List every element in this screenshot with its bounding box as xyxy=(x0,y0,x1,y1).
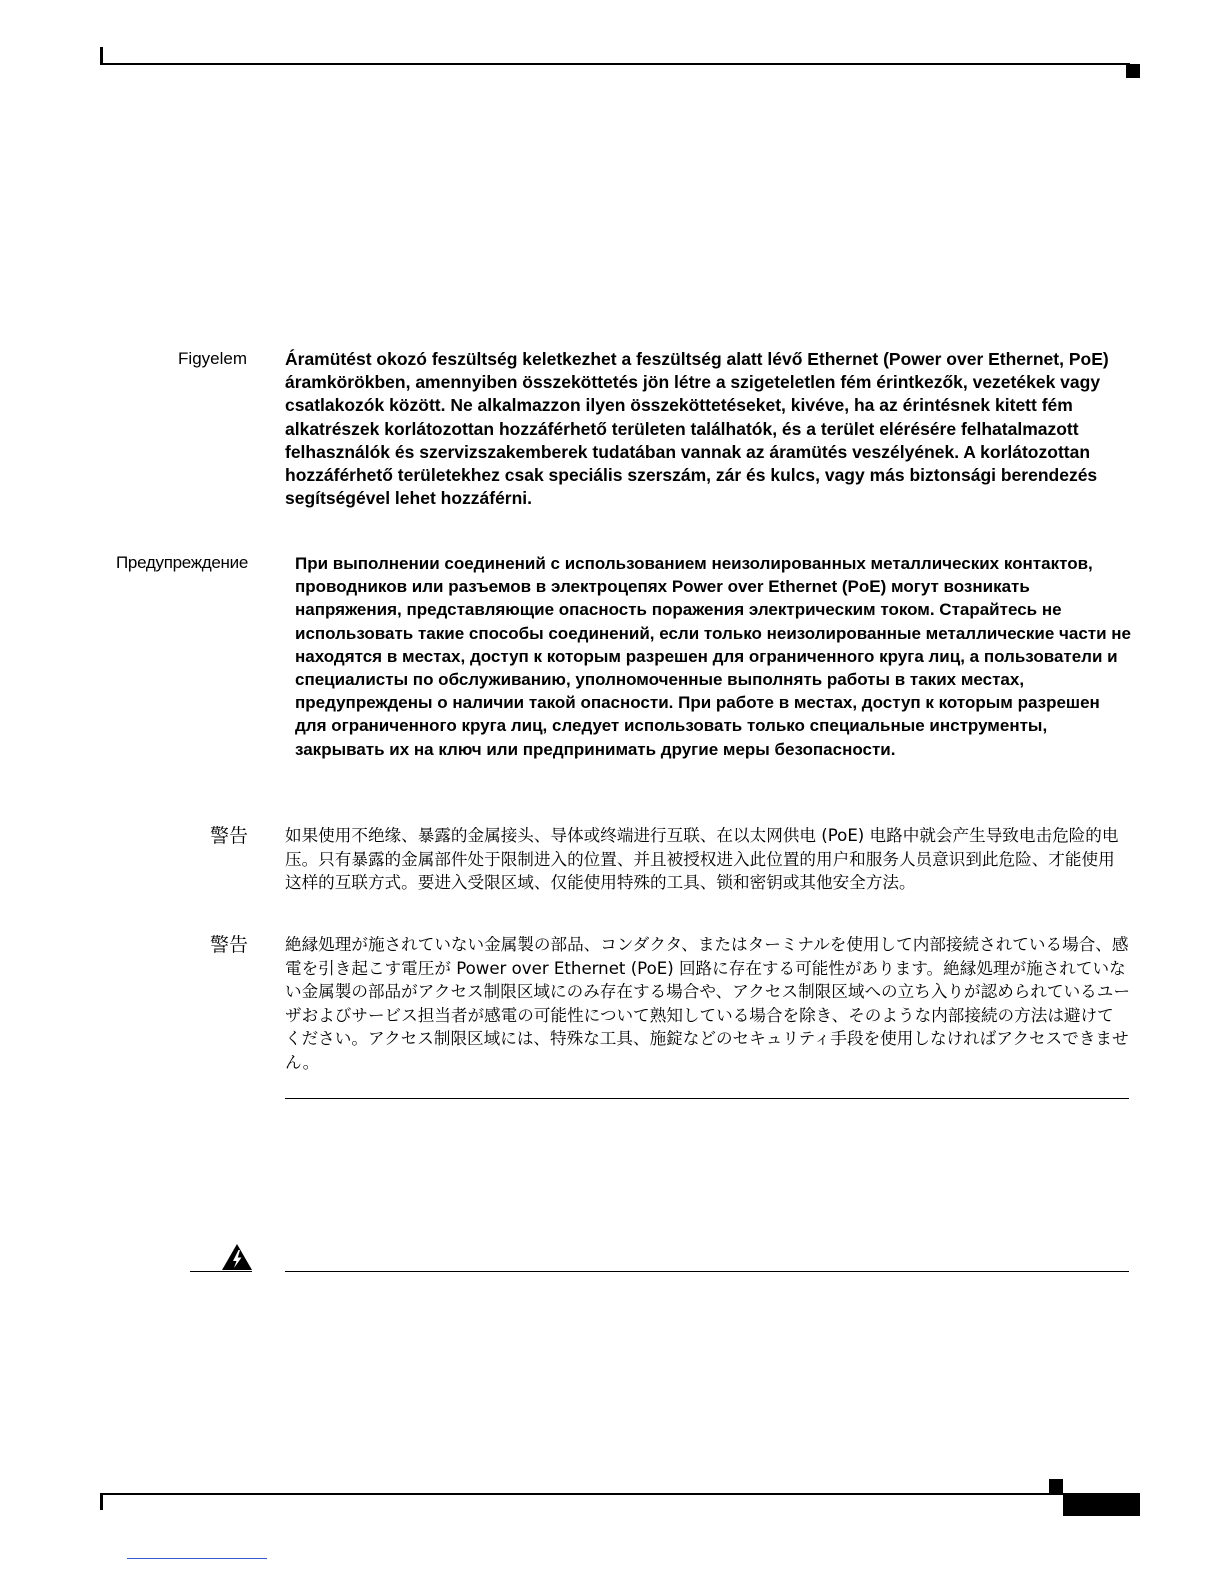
header-rule xyxy=(100,63,1130,65)
header-right-square xyxy=(1126,64,1140,78)
warning-text-chinese: 如果使用不绝缘、暴露的金属接头、导体或终端进行互联、在以太网供电 (PoE) 电路中就会产生导致电击危险的电压。只有暴露的金属部件处于限制进入的位置、并且被授权进入此位置的用户和服务人员意识到此危险、才能使用这样的互联方式。要进入受限区域、仅能使用特殊的工具、锁和密钥或其他安全方法。 xyxy=(285,826,1119,892)
warning-triangle-icon xyxy=(221,1243,253,1271)
warning-text-russian: При выполнении соединений с использованием неизолированных металлических контактов, проводников или разъемов в электроцепях Power over Ethernet (PoE) могут возникать напряжения, представляющие опасность поражения электрическим током. Старайтесь не использовать такие способы соединений, если только неизолированные металлические части не находятся в местах, доступ к которым разрешен для ограниченного круга лиц, а пользователи и специалисты по обслуживанию, уполномоченные выполнять работы в таких местах, предупреждены о наличии такой опасности. При работе в местах, доступ к которым разрешен для ограниченного круга лиц, следует использовать только специальные инструменты, закрывать их на ключ или предпринимать другие меры безопасности. xyxy=(295,554,1132,759)
warning-label-japanese: 警告 xyxy=(209,934,248,956)
warning-start-rule xyxy=(285,1271,1129,1272)
footer-rule xyxy=(100,1493,1140,1495)
footer-left-tick xyxy=(100,1493,103,1510)
warning-label-chinese: 警告 xyxy=(209,825,248,847)
header-left-tick xyxy=(100,47,103,64)
footer-page-tab xyxy=(1063,1494,1140,1516)
warning-label-hungarian: Figyelem xyxy=(178,349,247,368)
footer-link-underline[interactable] xyxy=(127,1558,267,1559)
warning-text-hungarian: Áramütést okozó feszültség keletkezhet a feszültség alatt lévő Ethernet (Power over Ethernet, PoE) áramkörökben, amennyiben összeköttetés jön létre a szigeteletlen fém érintkezők, vezetékek vagy csatlakozók között. Ne alkalmazzon ilyen összeköttetéseket, kivéve, ha az érintésnek kitett fém alkatrészek korlátozottan hozzáférhető területen találhatók, és a terület elérésére felhatalmazott felhasználók és szervizszakemberek tudatában vannak az áramütés veszélyének. A korlátozottan hozzáférhető területekhez csak speciális szerszám, zár és kulcs, vagy más biztonsági berendezés segítségével lehet hozzáférni. xyxy=(285,349,1109,509)
warning-icon-underline xyxy=(190,1271,252,1272)
warning-text-japanese: 絶縁処理が施されていない金属製の部品、コンダクタ、またはターミナルを使用して内部接続されている場合、感電を引き起こす電圧が Power over Ethernet (PoE) 回路に存在する可能性があります。絶縁処理が施されていない金属製の部品がアクセス制限区域にのみ存在する場合や、アクセス制限区域への立ち入りが認められているユーザおよびサービス担当者が感電の可能性について熟知している場合を除き、そのような内部接続の方法は避けてください。アクセス制限区域には、特殊な工具、施錠などのセキュリティ手段を使用しなければアクセスできません。 xyxy=(285,935,1130,1072)
warning-label-russian: Предупреждение xyxy=(116,553,248,572)
footer-square xyxy=(1049,1479,1063,1493)
warning-block-end-rule xyxy=(285,1098,1129,1099)
